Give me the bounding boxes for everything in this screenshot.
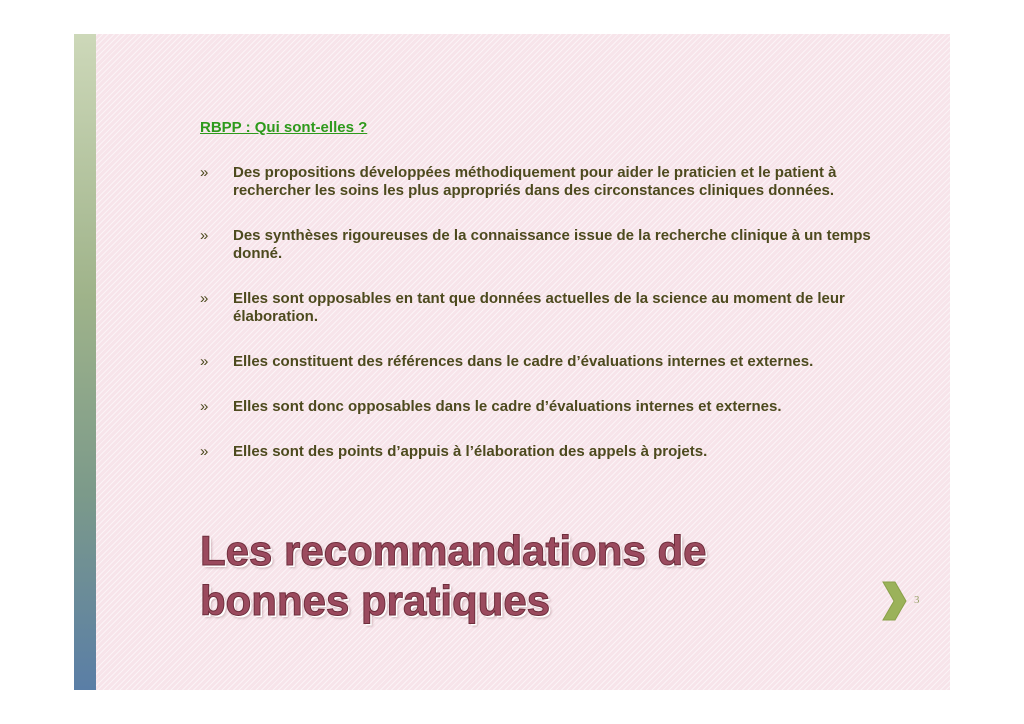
page-number: 3 bbox=[914, 594, 920, 606]
section-heading: RBPP : Qui sont-elles ? bbox=[200, 119, 368, 136]
bullet-text: Elles sont opposables en tant que données actuelles de la science au moment de leur élaboration. bbox=[233, 290, 845, 325]
bullet-text: Elles sont donc opposables dans le cadre d’évaluations internes et externes. bbox=[233, 398, 782, 415]
slide-title bbox=[200, 526, 900, 626]
bullet-item-4 bbox=[200, 353, 900, 371]
bullet-marker: » bbox=[200, 290, 209, 307]
bullet-item-3 bbox=[200, 290, 900, 326]
bullet-item-2 bbox=[200, 227, 900, 263]
bullet-text: Elles sont des points d’appuis à l’élaboration des appels à projets. bbox=[233, 443, 708, 460]
slide-title-line-1: Les recommandations de bbox=[200, 527, 707, 574]
bullet-marker: » bbox=[200, 227, 209, 244]
slide-title-line-2: bonnes pratiques bbox=[200, 577, 551, 624]
bullet-list bbox=[200, 164, 900, 488]
bullet-item-5 bbox=[200, 398, 900, 416]
bullet-text: Des synthèses rigoureuses de la connaissance issue de la recherche clinique à un temps donné. bbox=[233, 227, 871, 262]
bullet-marker: » bbox=[200, 164, 209, 181]
bullet-text: Des propositions développées méthodiquement pour aider le praticien et le patient à rechercher les soins les plus appropriés dans des circonstances cliniques données. bbox=[233, 164, 837, 199]
slide bbox=[74, 34, 950, 690]
side-accent-bar bbox=[74, 34, 96, 690]
bullet-marker: » bbox=[200, 398, 209, 415]
bullet-marker: » bbox=[200, 443, 209, 460]
bullet-item-1 bbox=[200, 164, 900, 200]
bullet-item-6 bbox=[200, 443, 900, 461]
bullet-text: Elles constituent des références dans le cadre d’évaluations internes et externes. bbox=[233, 353, 814, 370]
bullet-marker: » bbox=[200, 353, 209, 370]
chevron-right-icon bbox=[880, 579, 908, 623]
